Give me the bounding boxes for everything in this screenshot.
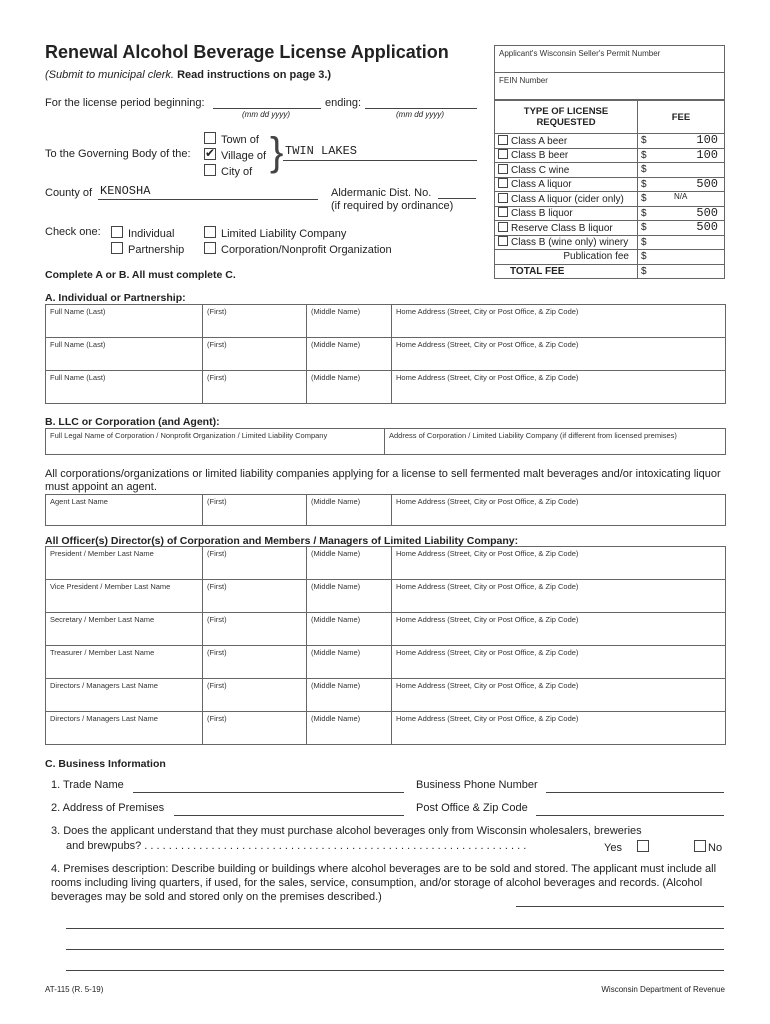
officer-last-field[interactable] <box>46 613 203 646</box>
officer-address-label: Home Address (Street, City or Post Office, & Zip Code) <box>396 582 579 591</box>
section-b-table <box>45 428 726 455</box>
license-type-cell[interactable] <box>495 134 638 149</box>
phone-field[interactable] <box>546 792 724 793</box>
officer-middle-field[interactable] <box>307 547 392 580</box>
officer-last-label: President / Member Last Name <box>50 549 154 558</box>
officer-first-field[interactable] <box>203 646 307 679</box>
officer-last-field[interactable] <box>46 646 203 679</box>
officers-table <box>45 546 726 745</box>
officer-address-field[interactable] <box>392 646 726 679</box>
license-type-checkbox[interactable] <box>498 236 508 246</box>
village-checkbox[interactable] <box>204 148 216 160</box>
license-fee-value: 100 <box>696 133 718 147</box>
officer-first-field[interactable] <box>203 613 307 646</box>
city-checkbox[interactable] <box>204 164 216 176</box>
municipality-field[interactable] <box>283 160 477 161</box>
agent-middle-field[interactable]: (Middle Name) <box>307 495 392 526</box>
agent-table <box>45 494 726 526</box>
officer-middle-label: (Middle Name) <box>311 582 361 591</box>
license-type-label: Class C wine <box>511 164 570 176</box>
license-row <box>495 134 725 149</box>
license-fee-value: 500 <box>696 205 718 220</box>
type-header: TYPE OF LICENSE REQUESTED <box>495 101 638 134</box>
officer-first-field[interactable] <box>203 580 307 613</box>
officer-middle-label: (Middle Name) <box>311 615 361 624</box>
officer-address-label: Home Address (Street, City or Post Office, & Zip Code) <box>396 681 579 690</box>
individual-address-label: Home Address (Street, City or Post Office, & Zip Code) <box>396 307 579 316</box>
license-row <box>495 192 725 207</box>
license-row <box>495 264 725 279</box>
officer-last-field[interactable] <box>46 580 203 613</box>
q3-line2: and brewpubs? . . . . . . . . . . . . . . . . . . . . . . . . . . . . . . . . . . . . . . . . . . . . . . . . . . . . . . . . . . . . . . . <box>66 840 527 852</box>
town-checkbox[interactable] <box>204 132 216 144</box>
agent-first-field[interactable]: (First) <box>203 495 307 526</box>
officer-address-field[interactable] <box>392 613 726 646</box>
officer-middle-label: (Middle Name) <box>311 681 361 690</box>
officer-middle-field[interactable] <box>307 613 392 646</box>
agent-address-field[interactable]: Home Address (Street, City or Post Office, & Zip Code) <box>392 495 726 526</box>
license-fee-cell[interactable] <box>638 250 725 265</box>
officer-last-label: Secretary / Member Last Name <box>50 615 155 624</box>
form-title: Renewal Alcohol Beverage License Application <box>45 42 449 62</box>
dollar-sign: $ <box>641 222 647 234</box>
trade-name-field[interactable] <box>133 792 404 793</box>
license-type-checkbox[interactable] <box>498 193 508 203</box>
license-type-cell[interactable] <box>495 192 638 207</box>
section-a-title: A. Individual or Partnership: <box>45 292 186 304</box>
llc-checkbox[interactable] <box>204 226 216 238</box>
dollar-sign: $ <box>641 236 647 248</box>
section-b-title: B. LLC or Corporation (and Agent): <box>45 416 220 428</box>
officer-middle-label: (Middle Name) <box>311 549 361 558</box>
license-fee-cell[interactable] <box>638 177 725 192</box>
individual-first-field[interactable] <box>203 305 307 338</box>
premises-desc-line-3[interactable] <box>66 949 724 950</box>
agent-note: All corporations/organizations or limited liability companies applying for a license to sell fermented malt beverages and/or intoxicating liquor must appoint an agent. <box>45 468 721 493</box>
officer-row <box>46 712 726 745</box>
dollar-sign: $ <box>641 178 647 190</box>
license-fee-value: 100 <box>696 147 718 162</box>
corp-name-field[interactable]: Full Legal Name of Corporation / Nonprofit Organization / Limited Liability Company <box>46 429 385 455</box>
dollar-sign: $ <box>641 164 647 176</box>
individual-address-field[interactable] <box>392 338 726 371</box>
license-fee-cell[interactable] <box>638 221 725 236</box>
individual-first-label: (First) <box>207 307 227 316</box>
individual-last-field[interactable] <box>46 305 203 338</box>
individual-row <box>46 371 726 404</box>
officer-address-field[interactable] <box>392 712 726 745</box>
dollar-sign: $ <box>641 193 647 205</box>
po-zip-field[interactable] <box>536 815 724 816</box>
individual-last-field[interactable] <box>46 338 203 371</box>
license-row <box>495 206 725 221</box>
individual-first-field[interactable] <box>203 338 307 371</box>
officer-row <box>46 646 726 679</box>
officer-first-label: (First) <box>207 549 227 558</box>
officer-first-label: (First) <box>207 582 227 591</box>
license-fee-cell[interactable] <box>638 148 725 163</box>
license-type-checkbox[interactable] <box>498 164 508 174</box>
individual-last-label: Full Name (Last) <box>50 373 106 382</box>
option-llc[interactable]: Limited Liability Company <box>204 226 392 242</box>
option-town[interactable]: Town of <box>204 132 266 148</box>
license-fee-cell[interactable] <box>638 192 725 207</box>
individual-address-field[interactable] <box>392 305 726 338</box>
individual-middle-label: (Middle Name) <box>311 373 361 382</box>
yes-checkbox[interactable] <box>637 840 649 852</box>
license-type-cell[interactable] <box>495 163 638 178</box>
option-city[interactable]: City of <box>204 164 266 180</box>
individual-first-field[interactable] <box>203 371 307 404</box>
officer-middle-label: (Middle Name) <box>311 714 361 723</box>
license-type-checkbox[interactable] <box>498 178 508 188</box>
agency-name: Wisconsin Department of Revenue <box>601 985 725 994</box>
individual-middle-label: (Middle Name) <box>311 340 361 349</box>
license-fee-cell[interactable] <box>638 235 725 250</box>
individual-middle-label: (Middle Name) <box>311 307 361 316</box>
complete-note: Complete A or B. All must complete C. <box>45 269 236 281</box>
individual-last-field[interactable] <box>46 371 203 404</box>
individual-checkbox[interactable] <box>111 226 123 238</box>
no-option[interactable]: No <box>694 840 722 854</box>
license-type-cell <box>495 264 638 279</box>
license-fee-cell[interactable] <box>638 264 725 279</box>
individual-middle-field[interactable] <box>307 338 392 371</box>
dist-note: (if required by ordinance) <box>331 200 454 212</box>
premises-desc-line-4[interactable] <box>66 970 724 971</box>
fee-header: FEE <box>638 101 725 134</box>
officer-last-label: Directors / Managers Last Name <box>50 714 158 723</box>
individual-first-label: (First) <box>207 340 227 349</box>
license-fee-value: N/A <box>674 192 688 201</box>
dollar-sign: $ <box>641 251 647 263</box>
officer-row <box>46 547 726 580</box>
agent-last-field[interactable]: Agent Last Name <box>46 495 203 526</box>
dollar-sign: $ <box>641 207 647 219</box>
officer-last-label: Vice President / Member Last Name <box>50 582 171 591</box>
individual-last-label: Full Name (Last) <box>50 340 106 349</box>
individual-address-field[interactable] <box>392 371 726 404</box>
fein-field[interactable]: FEIN Number <box>494 73 725 100</box>
dist-label: Aldermanic Dist. No. <box>331 187 432 199</box>
individual-address-label: Home Address (Street, City or Post Office, & Zip Code) <box>396 373 579 382</box>
license-row <box>495 148 725 163</box>
officer-row <box>46 613 726 646</box>
license-row <box>495 163 725 178</box>
corporation-checkbox[interactable] <box>204 242 216 254</box>
option-individual[interactable]: Individual <box>111 226 184 242</box>
officer-first-field[interactable] <box>203 547 307 580</box>
license-type-cell[interactable] <box>495 148 638 163</box>
partnership-checkbox[interactable] <box>111 242 123 254</box>
license-fee-cell[interactable] <box>638 134 725 149</box>
officer-address-label: Home Address (Street, City or Post Office, & Zip Code) <box>396 648 579 657</box>
ending-label: ending: <box>325 97 362 109</box>
officer-address-label: Home Address (Street, City or Post Office, & Zip Code) <box>396 549 579 558</box>
yes-option[interactable]: Yes <box>604 840 654 854</box>
option-partnership[interactable]: Partnership <box>111 242 184 258</box>
subtitle-italic: (Submit to municipal clerk. <box>45 69 174 81</box>
license-type-cell[interactable] <box>495 206 638 221</box>
license-type-label: Class A liquor <box>511 179 572 191</box>
license-panel <box>494 45 725 279</box>
officer-last-field[interactable] <box>46 679 203 712</box>
form-subtitle <box>45 69 331 81</box>
license-fee-value: 500 <box>696 176 718 191</box>
license-type-cell[interactable] <box>495 235 638 250</box>
period-begin-field[interactable] <box>213 108 321 109</box>
individual-row <box>46 338 726 371</box>
license-type-label: Publication fee <box>563 251 629 263</box>
license-type-cell[interactable] <box>495 221 638 236</box>
license-row <box>495 221 725 236</box>
individual-last-label: Full Name (Last) <box>50 307 106 316</box>
dollar-sign: $ <box>641 149 647 161</box>
officer-last-label: Directors / Managers Last Name <box>50 681 158 690</box>
license-type-label: TOTAL FEE <box>510 265 565 277</box>
section-a-table <box>45 304 726 404</box>
officer-middle-field[interactable] <box>307 646 392 679</box>
po-zip-label: Post Office & Zip Code <box>416 802 528 814</box>
subtitle-bold: Read instructions on page 3.) <box>177 69 332 81</box>
officer-middle-label: (Middle Name) <box>311 648 361 657</box>
license-type-checkbox[interactable] <box>498 149 508 159</box>
sellers-permit-field[interactable]: Applicant's Wisconsin Seller's Permit Number <box>494 45 725 73</box>
premises-desc-line-2[interactable] <box>66 928 724 929</box>
license-type-cell <box>495 250 638 265</box>
officer-address-label: Home Address (Street, City or Post Office, & Zip Code) <box>396 615 579 624</box>
officer-last-field[interactable] <box>46 547 203 580</box>
individual-middle-field[interactable] <box>307 371 392 404</box>
no-checkbox[interactable] <box>694 840 706 852</box>
license-type-cell[interactable] <box>495 177 638 192</box>
premises-address-field[interactable] <box>174 815 404 816</box>
license-fee-value: 500 <box>696 220 718 234</box>
officer-address-field[interactable] <box>392 547 726 580</box>
entity-type-col1 <box>111 226 184 258</box>
officer-first-label: (First) <box>207 714 227 723</box>
section-c-title: C. Business Information <box>45 758 166 770</box>
license-type-label: Class B liquor <box>511 208 573 220</box>
county-value: KENOSHA <box>100 184 151 198</box>
dollar-sign: $ <box>641 265 647 277</box>
officer-row <box>46 580 726 613</box>
officer-last-label: Treasurer / Member Last Name <box>50 648 155 657</box>
officers-title: All Officer(s) Director(s) of Corporation and Members / Managers of Limited Liability Company: <box>45 535 519 547</box>
check-one-label: Check one: <box>45 226 101 238</box>
officer-address-field[interactable] <box>392 580 726 613</box>
license-table <box>494 100 725 279</box>
officer-first-label: (First) <box>207 615 227 624</box>
premises-address-label: 2. Address of Premises <box>51 802 165 814</box>
license-type-checkbox[interactable] <box>498 135 508 145</box>
license-type-label: Class A liquor (cider only) <box>511 193 624 205</box>
license-type-checkbox[interactable] <box>498 207 508 217</box>
brace-icon: } <box>270 130 284 174</box>
county-label: County of <box>45 187 93 199</box>
corp-address-field[interactable]: Address of Corporation / Limited Liability Company (if different from licensed premises) <box>385 429 726 455</box>
officer-first-label: (First) <box>207 681 227 690</box>
individual-middle-field[interactable] <box>307 305 392 338</box>
officer-middle-field[interactable] <box>307 580 392 613</box>
officer-address-label: Home Address (Street, City or Post Office, & Zip Code) <box>396 714 579 723</box>
period-end-field[interactable] <box>365 108 477 109</box>
trade-name-label: 1. Trade Name <box>51 779 124 791</box>
license-row <box>495 250 725 265</box>
license-type-checkbox[interactable] <box>498 222 508 232</box>
q4-text: 4. Premises description: Describe building or buildings where alcohol beverages are to be sold and stored. The applicant must include all rooms including living quarters, if used, for the sales, service, consumption, and/or storage of alcohol beverages and records. (Alcohol beverages may be sold and stored only on the premises described.) <box>51 863 717 903</box>
period-label: For the license period beginning: <box>45 97 205 109</box>
officer-row <box>46 679 726 712</box>
option-village[interactable]: ✔Village of <box>204 148 266 164</box>
dist-field[interactable] <box>438 198 476 199</box>
license-type-label: Class B (wine only) winery <box>511 237 629 249</box>
q3-line1: 3. Does the applicant understand that they must purchase alcohol beverages only from Wisconsin wholesalers, breweries <box>51 825 642 837</box>
county-field[interactable] <box>98 199 318 200</box>
premises-desc-line-1[interactable] <box>516 906 724 907</box>
officer-last-field[interactable] <box>46 712 203 745</box>
license-type-label: Class A beer <box>511 135 568 147</box>
officer-first-label: (First) <box>207 648 227 657</box>
period-begin-hint: (mm dd yyyy) <box>242 110 290 119</box>
license-fee-cell[interactable] <box>638 206 725 221</box>
license-type-label: Reserve Class B liquor <box>511 222 613 234</box>
dollar-sign: $ <box>641 135 647 147</box>
phone-label: Business Phone Number <box>416 779 538 791</box>
officer-first-field[interactable] <box>203 712 307 745</box>
municipality-type-options <box>204 132 266 180</box>
municipality-name: TWIN LAKES <box>285 144 358 158</box>
license-type-label: Class B beer <box>511 150 569 162</box>
form-id: AT-115 (R. 5-19) <box>45 985 104 994</box>
officer-middle-field[interactable] <box>307 712 392 745</box>
option-corporation[interactable]: Corporation/Nonprofit Organization <box>204 242 392 258</box>
officer-first-field[interactable] <box>203 679 307 712</box>
license-fee-cell[interactable] <box>638 163 725 178</box>
governing-label: To the Governing Body of the: <box>45 148 191 160</box>
individual-address-label: Home Address (Street, City or Post Office, & Zip Code) <box>396 340 579 349</box>
period-end-hint: (mm dd yyyy) <box>396 110 444 119</box>
officer-middle-field[interactable] <box>307 679 392 712</box>
officer-address-field[interactable] <box>392 679 726 712</box>
individual-first-label: (First) <box>207 373 227 382</box>
entity-type-col2 <box>204 226 392 258</box>
individual-row <box>46 305 726 338</box>
license-row <box>495 177 725 192</box>
license-row <box>495 235 725 250</box>
